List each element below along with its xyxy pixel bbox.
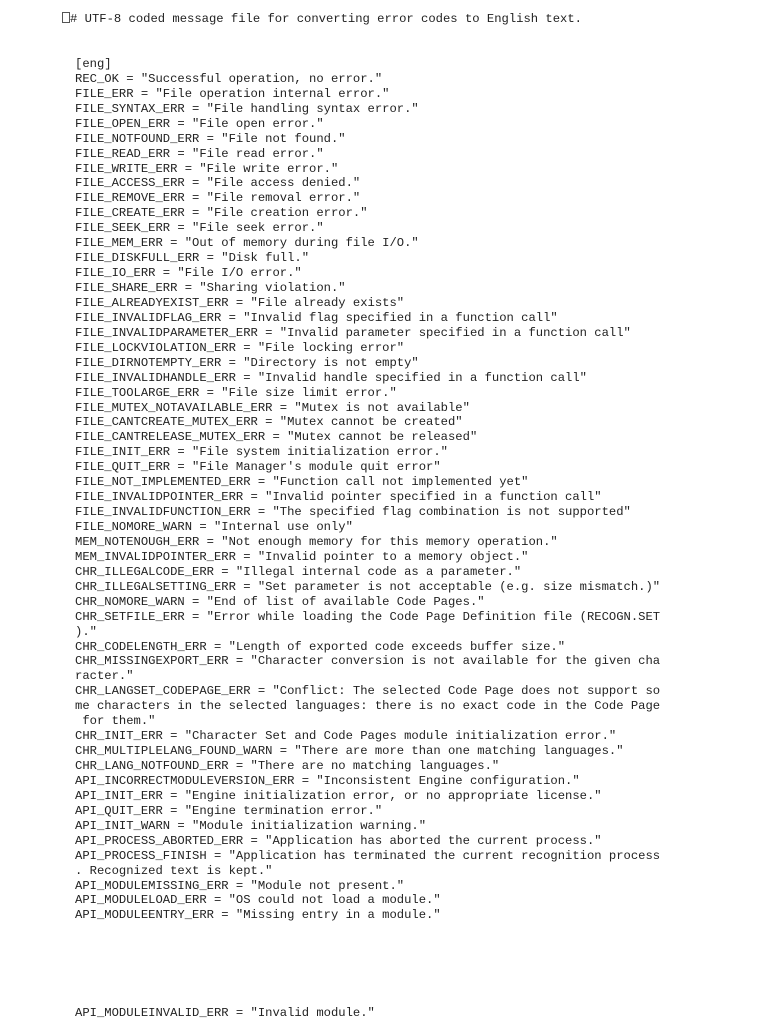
code-line: FILE_REMOVE_ERR = "File removal error." <box>75 191 361 206</box>
code-line: FILE_QUIT_ERR = "File Manager's module quit error" <box>75 460 441 475</box>
code-line: API_PROCESS_ABORTED_ERR = "Application has aborted the current process." <box>75 833 602 848</box>
code-line: API_INIT_ERR = "Engine initialization error, or no appropriate license." <box>75 788 602 803</box>
code-line: me characters in the selected languages: there is no exact code in the Code Page <box>75 699 661 714</box>
code-line: racter." <box>75 669 134 684</box>
code-line: FILE_INVALIDFUNCTION_ERR = "The specified flag combination is not supported" <box>75 505 631 520</box>
code-line: CHR_ILLEGALCODE_ERR = "Illegal internal code as a parameter." <box>75 564 522 579</box>
code-line: FILE_SHARE_ERR = "Sharing violation." <box>75 281 346 295</box>
bom-glyph-icon <box>62 12 70 23</box>
code-line: FILE_TOOLARGE_ERR = "File size limit error." <box>75 385 397 400</box>
code-line: API_MODULEENTRY_ERR = "Missing entry in a module." <box>75 908 441 923</box>
code-line: FILE_DISKFULL_ERR = "Disk full." <box>75 251 310 266</box>
code-line: FILE_INVALIDPOINTER_ERR = "Invalid pointer specified in a function call" <box>75 490 602 505</box>
code-line: API_MODULEMISSING_ERR = "Module not present." <box>75 878 405 893</box>
header-comment: # UTF-8 coded message file for converting error codes to English text. <box>70 12 582 26</box>
code-line: [eng] <box>75 56 112 71</box>
code-line: REC_OK = "Successful operation, no error." <box>75 71 383 86</box>
code-line: API_MODULELOAD_ERR = "OS could not load a module." <box>75 893 441 908</box>
code-line: )." <box>75 624 97 639</box>
code-line: CHR_MISSINGEXPORT_ERR = "Character conversion is not available for the given cha <box>75 654 661 669</box>
code-line: FILE_INVALIDFLAG_ERR = "Invalid flag specified in a function call" <box>75 310 558 325</box>
code-line: MEM_NOTENOUGH_ERR = "Not enough memory for this memory operation." <box>75 534 558 549</box>
code-line: . Recognized text is kept." <box>75 863 273 878</box>
code-line: API_QUIT_ERR = "Engine termination error." <box>75 803 383 818</box>
code-line: FILE_CANTRELEASE_MUTEX_ERR = "Mutex cannot be released" <box>75 430 478 445</box>
code-line: API_PROCESS_FINISH = "Application has terminated the current recognition process <box>75 848 661 863</box>
code-line: API_INIT_WARN = "Module initialization warning." <box>75 818 427 833</box>
code-line: CHR_NOMORE_WARN = "End of list of available Code Pages." <box>75 594 485 609</box>
code-line: FILE_CANTCREATE_MUTEX_ERR = "Mutex cannot be created" <box>75 415 463 430</box>
code-line: CHR_MULTIPLELANG_FOUND_WARN = "There are more than one matching languages." <box>75 744 624 759</box>
code-line: for them." <box>75 714 156 729</box>
message-code-block <box>75 42 675 923</box>
code-line: API_INCORRECTMODULEVERSION_ERR = "Inconsistent Engine configuration." <box>75 773 580 788</box>
code-line: FILE_MEM_ERR = "Out of memory during file I/O." <box>75 236 419 251</box>
code-line: CHR_LANGSET_CODEPAGE_ERR = "Conflict: The selected Code Page does not support so <box>75 684 661 699</box>
code-line: FILE_DIRNOTEMPTY_ERR = "Directory is not empty" <box>75 355 419 370</box>
code-line: FILE_NOT_IMPLEMENTED_ERR = "Function call not implemented yet" <box>75 475 529 490</box>
code-line: CHR_LANG_NOTFOUND_ERR = "There are no matching languages." <box>75 759 500 773</box>
code-line <box>75 42 675 57</box>
code-line: FILE_CREATE_ERR = "File creation error." <box>75 206 368 221</box>
code-line: FILE_ACCESS_ERR = "File access denied." <box>75 176 361 191</box>
code-line: CHR_INIT_ERR = "Character Set and Code Pages module initialization error." <box>75 729 617 744</box>
code-line: FILE_INVALIDPARAMETER_ERR = "Invalid parameter specified in a function call" <box>75 325 631 340</box>
code-line: FILE_ERR = "File operation internal error." <box>75 86 390 101</box>
code-line: FILE_ALREADYEXIST_ERR = "File already exists" <box>75 295 405 310</box>
code-line: FILE_MUTEX_NOTAVAILABLE_ERR = "Mutex is not available" <box>75 400 470 415</box>
code-line: FILE_NOTFOUND_ERR = "File not found." <box>75 131 346 146</box>
code-line: FILE_INVALIDHANDLE_ERR = "Invalid handle specified in a function call" <box>75 370 587 385</box>
code-line: CHR_ILLEGALSETTING_ERR = "Set parameter is not acceptable (e.g. size mismatch.)" <box>75 579 661 594</box>
code-line: MEM_INVALIDPOINTER_ERR = "Invalid pointer to a memory object." <box>75 549 529 564</box>
code-line: FILE_SYNTAX_ERR = "File handling syntax error." <box>75 101 419 116</box>
code-line: FILE_LOCKVIOLATION_ERR = "File locking error" <box>75 340 405 355</box>
code-line: FILE_INIT_ERR = "File system initialization error." <box>75 445 448 460</box>
header-line <box>62 12 582 27</box>
code-line: CHR_CODELENGTH_ERR = "Length of exported code exceeds buffer size." <box>75 639 566 654</box>
code-line: FILE_READ_ERR = "File read error." <box>75 146 324 161</box>
code-line: FILE_OPEN_ERR = "File open error." <box>75 116 324 131</box>
code-line: FILE_WRITE_ERR = "File write error." <box>75 161 339 176</box>
code-line: CHR_SETFILE_ERR = "Error while loading the Code Page Definition file (RECOGN.SET <box>75 609 661 624</box>
code-line: FILE_SEEK_ERR = "File seek error." <box>75 221 324 236</box>
footer-code-line: API_MODULEINVALID_ERR = "Invalid module." <box>75 1006 375 1020</box>
code-line: FILE_NOMORE_WARN = "Internal use only" <box>75 520 353 534</box>
code-line: FILE_IO_ERR = "File I/O error." <box>75 266 302 281</box>
